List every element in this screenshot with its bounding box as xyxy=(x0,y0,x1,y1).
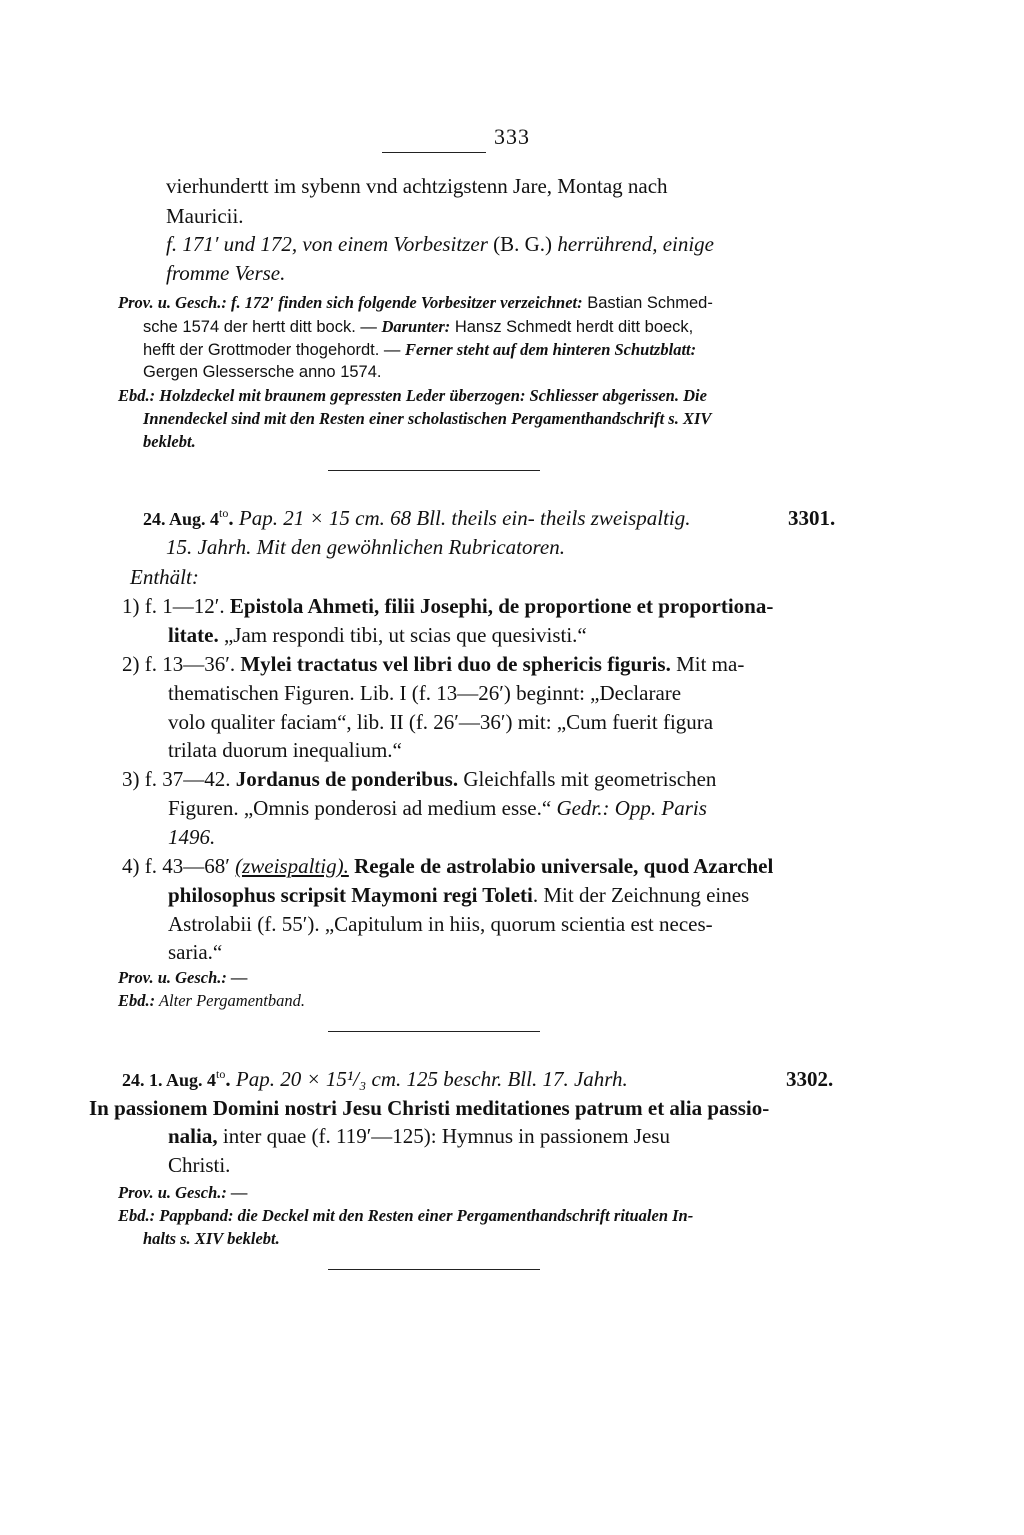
binding-line-3: beklebt. xyxy=(143,432,196,451)
provenance-line-1 xyxy=(118,293,713,313)
physical-description: Pap. 21 × 15 cm. 68 Bll. theils ein- theils zweispaltig. xyxy=(238,506,691,530)
item-4-line-3: Astrolabii (f. 55′). „Capitulum in hiis, quorum scientia est neces- xyxy=(168,912,713,936)
item-4-line-1 xyxy=(122,854,773,879)
entry-3301-provenance: Prov. u. Gesch.: — xyxy=(118,968,248,987)
separator-rule xyxy=(328,1031,540,1032)
shelfmark: 24. 1. Aug. 4 xyxy=(122,1070,217,1090)
item-2-line-4: trilata duorum inequalium.“ xyxy=(168,738,402,762)
item-title: Regale de astrolabio universale, quod Azarchel xyxy=(348,854,774,878)
separator-rule xyxy=(328,1269,540,1270)
item-layout-note: (zweispaltig). xyxy=(235,854,349,878)
item-text: . Mit der Zeichnung eines xyxy=(532,883,750,907)
item-1-line-2 xyxy=(168,623,587,648)
item-3-line-2 xyxy=(168,796,707,821)
item-incipit: Figuren. „Omnis ponderosi ad medium esse.“ xyxy=(168,796,557,820)
provenance-text: sche 1574 der hertt ditt bock. — xyxy=(143,318,382,336)
entry-3302-header xyxy=(122,1067,628,1092)
folio-ref: f. 171′ und 172, von einem Vorbesitzer xyxy=(166,232,488,256)
origin-note: herrührend, einige xyxy=(557,232,715,256)
binding-label: Ebd.: xyxy=(118,991,156,1010)
date-line: 15. Jahrh. Mit den gewöhnlichen Rubricatoren. xyxy=(166,535,565,559)
cont-line-4: fromme Verse. xyxy=(166,261,286,285)
provenance-note: f. 172′ finden sich folgende Vorbesitzer verzeichnet: xyxy=(226,293,583,312)
item-3-line-3: 1496. xyxy=(168,825,216,849)
cont-line-3 xyxy=(166,232,714,257)
item-2-line-2: thematischen Figuren. Lib. I (f. 13—26′) beginnt: „Declarare xyxy=(168,681,682,705)
header-rule xyxy=(382,152,486,153)
item-4-line-2 xyxy=(168,883,749,908)
item-title: Jordanus de ponderibus. xyxy=(230,767,459,791)
binding-text: Holzdeckel mit braunem gepressten Leder überzogen: Schliesser abgerissen. Die xyxy=(155,386,707,405)
shelfmark-dot: . xyxy=(225,1067,236,1091)
item-text: Gleichfalls mit geometrischen xyxy=(458,767,717,791)
binding-text: Alter Pergamentband. xyxy=(155,991,305,1010)
separator-rule xyxy=(328,470,540,471)
page-number: 333 xyxy=(494,124,530,149)
provenance-line-3 xyxy=(143,340,696,360)
item-title: litate. xyxy=(168,623,219,647)
title-content: inter quae (f. 119′—125): Hymnus in passionem Jesu xyxy=(217,1124,670,1148)
item-title: Mylei tractatus vel libri duo de sphericis figuris. xyxy=(235,652,671,676)
title-end: nalia, xyxy=(168,1124,218,1148)
item-3-line-1 xyxy=(122,767,716,792)
binding-line-2: Innendeckel sind mit den Resten einer scholastischen Pergamenthandschrift s. XIV xyxy=(143,409,712,428)
entry-number: 3301. xyxy=(788,506,836,530)
provenance-label: Prov. u. Gesch.: xyxy=(118,293,227,312)
item-folio: 3) f. 37—42. xyxy=(122,767,231,791)
item-2-line-3: volo qualiter faciam“, lib. II (f. 26′—36′) mit: „Cum fuerit figura xyxy=(168,710,714,734)
shelfmark-sup: to xyxy=(216,1067,226,1081)
item-2-line-1 xyxy=(122,652,744,677)
provenance-text: Hansz Schmedt herdt ditt boeck, xyxy=(450,318,694,336)
item-folio: 1) f. 1—12′. xyxy=(122,594,225,618)
entry-3302-title-line-3: Christi. xyxy=(168,1153,231,1177)
item-incipit: „Jam respondi tibi, ut scias que quesivisti.“ xyxy=(218,623,587,647)
entry-3302-title-line-1: In passionem Domini nostri Jesu Christi meditationes patrum et alia passio- xyxy=(89,1096,770,1120)
item-folio: 2) f. 13—36′. xyxy=(122,652,236,676)
entry-number: 3302. xyxy=(786,1067,834,1091)
shelfmark-dot: . xyxy=(228,506,239,530)
item-folio: 4) f. 43—68′ xyxy=(122,854,236,878)
provenance-line-4: Gergen Glessersche anno 1574. xyxy=(143,363,382,381)
binding-line-1 xyxy=(118,386,707,406)
item-4-line-4: saria.“ xyxy=(168,940,223,964)
entry-3302-title-line-2 xyxy=(168,1124,670,1149)
physical-description: Pap. 20 × 15¹/₃ cm. 125 beschr. Bll. 17. Jahrh. xyxy=(235,1067,628,1091)
provenance-darunter: Darunter: xyxy=(381,317,451,336)
provenance-line-2 xyxy=(143,317,693,337)
entry-3302-provenance: Prov. u. Gesch.: — xyxy=(118,1183,248,1202)
shelfmark-sup: to xyxy=(219,506,229,520)
provenance-ferner: Ferner steht auf dem hinteren Schutzblatt: xyxy=(405,340,697,359)
entry-3301-header xyxy=(143,506,691,531)
entry-3302-binding-line-1 xyxy=(118,1206,693,1226)
cont-line-2: Mauricii. xyxy=(166,204,244,228)
cont-line-1: vierhundertt im sybenn vnd achtzigstenn Jare, Montag nach xyxy=(166,174,668,198)
provenance-text: hefft der Grottmoder thogehordt. — xyxy=(143,341,406,359)
shelfmark: 24. Aug. 4 xyxy=(143,509,220,529)
binding-label: Ebd.: xyxy=(118,1206,156,1225)
provenance-name: Bastian Schmed- xyxy=(582,294,713,312)
contents-label: Enthält: xyxy=(130,565,199,589)
binding-label: Ebd.: xyxy=(118,386,156,405)
entry-3301-binding xyxy=(118,991,305,1011)
item-title: Epistola Ahmeti, filii Josephi, de proportione et proportiona- xyxy=(224,594,774,618)
initials: (B. G.) xyxy=(487,232,558,256)
item-text: Mit ma- xyxy=(670,652,745,676)
item-edition: Gedr.: Opp. Paris xyxy=(556,796,707,820)
item-1-line-1 xyxy=(122,594,773,619)
entry-3302-binding-line-2: halts s. XIV beklebt. xyxy=(143,1229,280,1248)
binding-text: Pappband: die Deckel mit den Resten einer Pergamenthandschrift ritualen In- xyxy=(155,1206,694,1225)
item-title: philosophus scripsit Maymoni regi Toleti xyxy=(168,883,533,907)
